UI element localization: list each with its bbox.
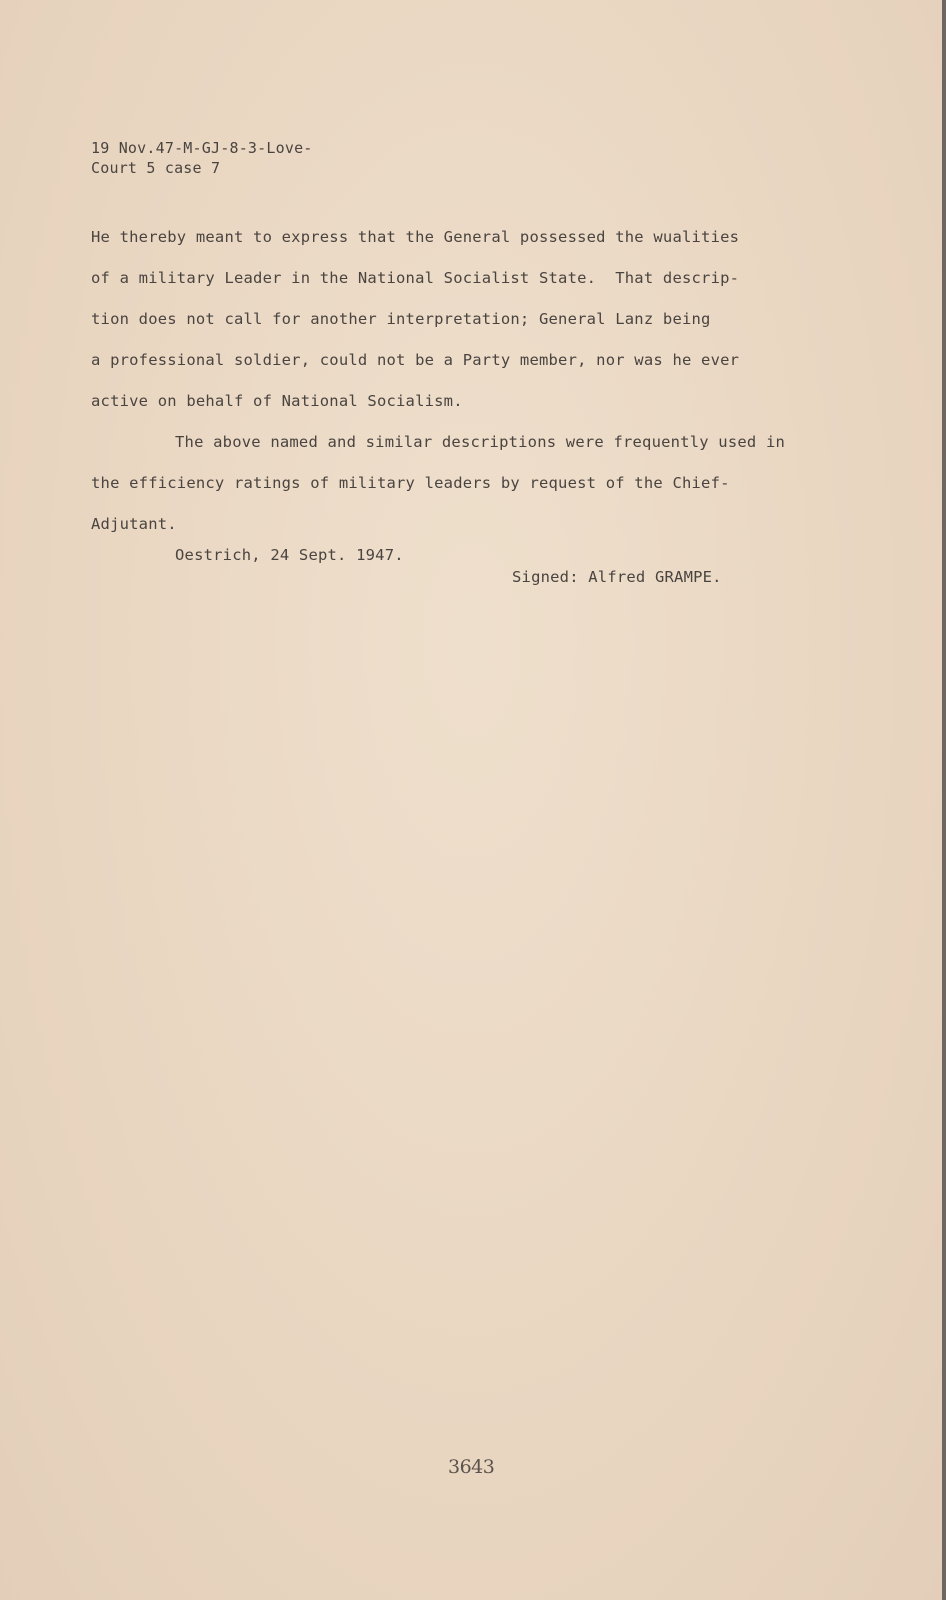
date-line: Oestrich, 24 Sept. 1947. [175, 546, 404, 564]
header-reference: 19 Nov.47-M-GJ-8-3-Love- [91, 139, 313, 157]
body-line: of a military Leader in the National Socialist State. That descrip- [91, 269, 740, 287]
body-line: tion does not call for another interpretation; General Lanz being [91, 310, 711, 328]
page-number: 3643 [448, 1456, 495, 1478]
body-line: active on behalf of National Socialism. [91, 392, 463, 410]
signature-line: Signed: Alfred GRAMPE. [512, 568, 722, 586]
document-header [91, 138, 313, 178]
body-line: a professional soldier, could not be a Party member, nor was he ever [91, 351, 740, 369]
document-body [91, 217, 851, 545]
body-line: the efficiency ratings of military leaders by request of the Chief- [91, 474, 730, 492]
scan-edge [942, 0, 946, 1600]
body-line: Adjutant. [91, 515, 177, 533]
body-line: The above named and similar descriptions were frequently used in [175, 433, 786, 451]
header-court-case: Court 5 case 7 [91, 159, 221, 177]
body-line: He thereby meant to express that the General possessed the wualities [91, 228, 740, 246]
